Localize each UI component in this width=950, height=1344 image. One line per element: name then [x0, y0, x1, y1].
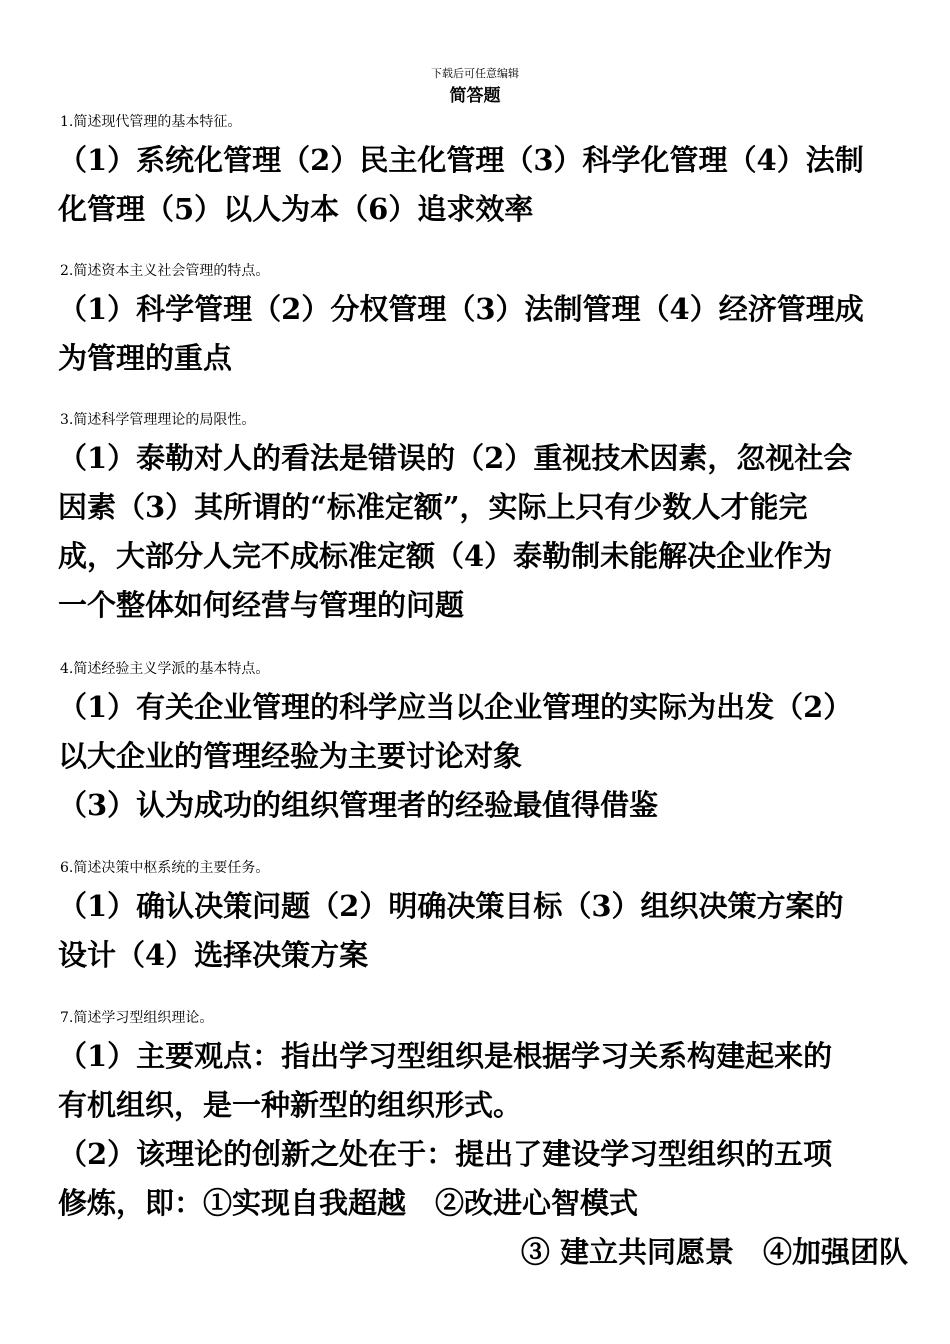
question-4: 4.简述经验主义学派的基本特点。 [60, 661, 270, 677]
answer-line: 一个整体如何经营与管理的问题 [58, 588, 465, 622]
question-7: 7.简述学习型组织理论。 [60, 1010, 214, 1026]
question-3: 3.简述科学管理理论的局限性。 [60, 412, 256, 428]
answer-line: （1）确认决策问题（2）明确决策目标（3）组织决策方案的 [58, 889, 844, 923]
answer-line: （1）泰勒对人的看法是错误的（2）重视技术因素，忽视社会 [58, 441, 853, 475]
answer-line: （1）科学管理（2）分权管理（3）法制管理（4）经济管理成 [58, 292, 864, 326]
question-6: 6.简述决策中枢系统的主要任务。 [60, 860, 270, 876]
answer-line: 化管理（5）以人为本（6）追求效率 [58, 192, 534, 226]
question-2: 2.简述资本主义社会管理的特点。 [60, 263, 270, 279]
answer-line: （3）认为成功的组织管理者的经验最值得借鉴 [58, 788, 659, 822]
answer-line: 以大企业的管理经验为主要讨论对象 [58, 739, 523, 773]
answer-2 [58, 285, 928, 383]
answer-line: ③ 建立共同愿景 ④加强团队 [520, 1235, 908, 1269]
answer-6 [58, 882, 928, 980]
answer-line: （1）主要观点：指出学习型组织是根据学习关系构建起来的 [58, 1039, 833, 1073]
answer-line: （2）该理论的创新之处在于：提出了建设学习型组织的五项 [58, 1137, 833, 1171]
header-note: 下载后可任意编辑 [431, 67, 519, 80]
answer-line: （1）系统化管理（2）民主化管理（3）科学化管理（4）法制 [58, 143, 864, 177]
answer-line: 有机组织，是一种新型的组织形式。 [58, 1088, 523, 1122]
answer-line: 修炼，即：①实现自我超越 ②改进心智模式 [58, 1186, 639, 1220]
answer-1 [58, 136, 928, 234]
answer-line: 因素（3）其所谓的“标准定额”，实际上只有少数人才能完 [58, 490, 808, 524]
answer-3 [58, 434, 928, 630]
answer-line: 为管理的重点 [58, 341, 233, 375]
answer-line: 成，大部分人完不成标准定额（4）泰勒制未能解决企业作为 [58, 539, 833, 573]
answer-4 [58, 683, 928, 830]
answer-line: 设计（4）选择决策方案 [58, 938, 369, 972]
question-1: 1.简述现代管理的基本特征。 [60, 114, 242, 130]
answer-7 [58, 1032, 928, 1277]
answer-line: （1）有关企业管理的科学应当以企业管理的实际为出发（2） [58, 690, 853, 724]
document-title: 简答题 [449, 86, 501, 106]
